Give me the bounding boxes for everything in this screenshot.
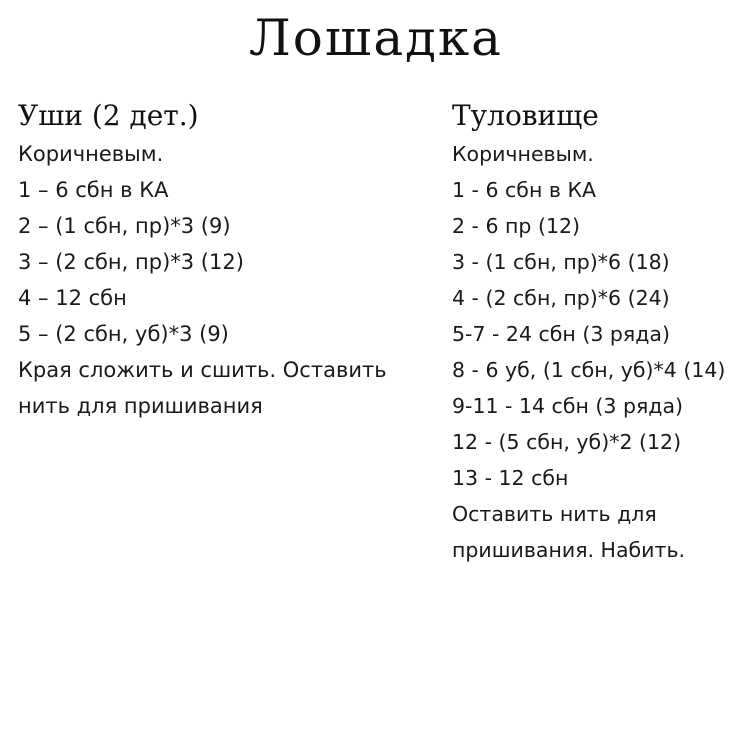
ears-line: нить для пришивания	[18, 394, 263, 418]
body-line: 9-11 - 14 сбн (3 ряда)	[452, 394, 684, 418]
ears-line: Коричневым.	[18, 142, 164, 166]
body-line: Коричневым.	[452, 142, 594, 166]
body-line: 12 - (5 сбн, уб)*2 (12)	[452, 430, 682, 454]
ears-line: 4 – 12 сбн	[18, 286, 127, 310]
ears-line: 2 – (1 сбн, пр)*3 (9)	[18, 214, 231, 238]
body-section-title: Туловище	[452, 99, 599, 132]
ears-line: Края сложить и сшить. Оставить	[18, 358, 387, 382]
body-line: Оставить нить для	[452, 502, 657, 526]
body-line: 13 - 12 сбн	[452, 466, 569, 490]
ears-line: 3 – (2 сбн, пр)*3 (12)	[18, 250, 244, 274]
body-line: 1 - 6 сбн в КА	[452, 178, 597, 202]
ears-section	[18, 96, 428, 424]
body-line: 4 - (2 сбн, пр)*6 (24)	[452, 286, 670, 310]
body-line: 2 - 6 пр (12)	[452, 214, 581, 238]
page-title: Лошадка	[249, 9, 503, 67]
body-line: 3 - (1 сбн, пр)*6 (18)	[452, 250, 670, 274]
body-line: пришивания. Набить.	[452, 538, 686, 562]
ears-line: 5 – (2 сбн, уб)*3 (9)	[18, 322, 229, 346]
body-line: 5-7 - 24 сбн (3 ряда)	[452, 322, 670, 346]
body-line: 8 - 6 уб, (1 сбн, уб)*4 (14)	[452, 358, 726, 382]
body-section	[452, 96, 750, 568]
ears-line: 1 – 6 сбн в КА	[18, 178, 169, 202]
ears-section-title: Уши (2 дет.)	[18, 99, 199, 132]
